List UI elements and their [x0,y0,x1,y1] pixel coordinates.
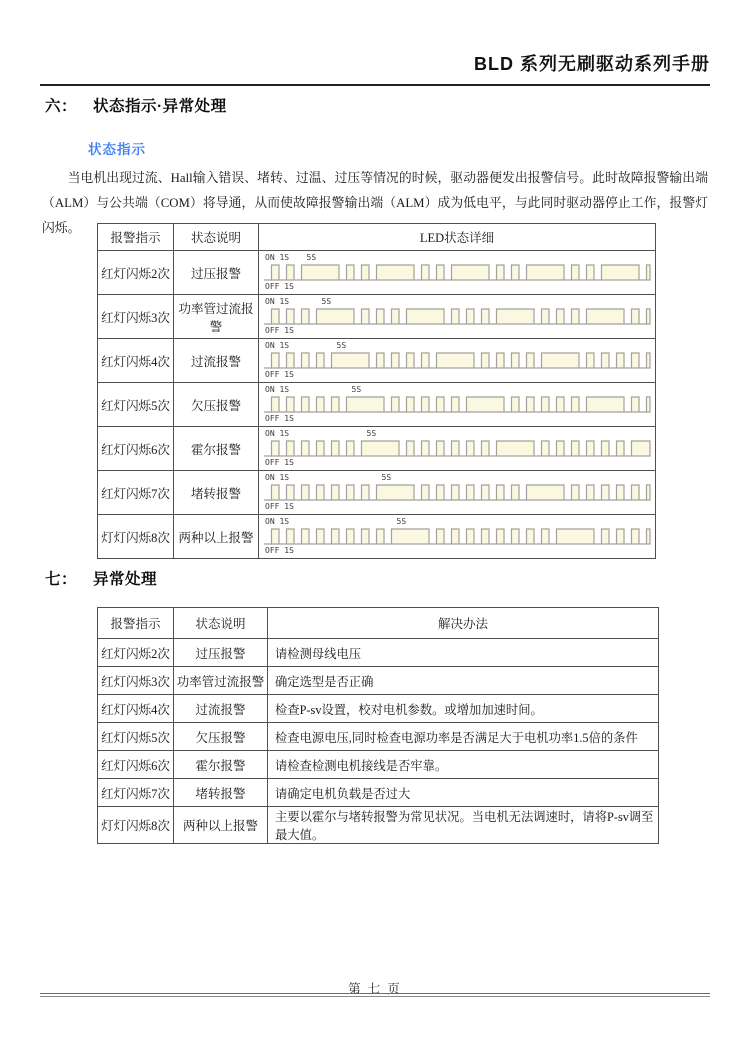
solution-cell: 检查P-sv设置，校对电机参数。或增加加速时间。 [268,695,659,723]
wave-pause-label: 5S [366,429,377,438]
troubleshooting-table-wrap [97,607,659,844]
intro-paragraph: 当电机出现过流、Hall输入错误、堵转、过温、过压等情况的时候，驱动器便发出报警信号。此时故障报警输出端（ALM）与公共端（COM）将导通，从而使故障报警输出端（ALM）成为低电平，与此同时驱动器停止工作，报警灯闪烁。 [42,171,708,235]
led-waveform-cell [259,383,656,427]
led-table-row [98,251,656,295]
led-table-header-row [98,224,656,251]
led-waveform-graphic [264,350,651,371]
led-table-row [98,295,656,339]
wave-pause-label: 5S [336,341,347,350]
alarm-indicator-cell: 红灯闪烁3次 [98,295,174,339]
wave-on-label: ON 1S [265,341,290,350]
troubleshooting-col-header: 报警指示 [98,608,174,639]
alarm-status-cell: 过压报警 [174,639,268,667]
wave-on-label: ON 1S [265,429,290,438]
led-waveform-cell [259,251,656,295]
section-6-heading [45,94,227,116]
alarm-indicator-cell: 红灯闪烁7次 [98,471,174,515]
alarm-indicator-cell: 灯灯闪烁8次 [98,515,174,559]
alarm-status-cell: 欠压报警 [174,383,259,427]
wave-on-label: ON 1S [265,297,290,306]
alarm-indicator-cell: 红灯闪烁4次 [98,695,174,723]
alarm-indicator-cell: 红灯闪烁7次 [98,779,174,807]
wave-pause-label: 5S [396,517,407,526]
solution-cell: 请检查检测电机接线是否牢靠。 [268,751,659,779]
alarm-indicator-cell: 红灯闪烁4次 [98,339,174,383]
alarm-indicator-cell: 红灯闪烁3次 [98,667,174,695]
alarm-indicator-cell: 红灯闪烁2次 [98,639,174,667]
wave-off-label: OFF 1S [265,370,294,379]
wave-off-label: OFF 1S [265,326,294,335]
section-7-heading [45,567,157,589]
alarm-indicator-cell: 灯灯闪烁8次 [98,807,174,844]
led-status-table [97,223,656,559]
alarm-status-cell: 过流报警 [174,339,259,383]
wave-off-label: OFF 1S [265,414,294,423]
led-table-row [98,339,656,383]
wave-off-label: OFF 1S [265,282,294,291]
alarm-indicator-cell: 红灯闪烁2次 [98,251,174,295]
led-waveform-cell [259,515,656,559]
section-6-number: 六： [45,98,78,115]
document-title: BLD 系列无刷驱动系列手册 [474,54,710,74]
led-table-row [98,427,656,471]
led-waveform-graphic [264,306,651,327]
section-7-title: 异常处理 [93,571,158,588]
wave-pause-label: 5S [351,385,362,394]
header-rule [40,84,710,86]
troubleshooting-row [98,723,659,751]
led-waveform-graphic [264,526,651,547]
led-waveform-graphic [264,438,651,459]
solution-cell: 主要以霍尔与堵转报警为常见状况。当电机无法调速时，请将P-sv调至最大值。 [268,807,659,844]
section-7-number: 七： [45,571,78,588]
wave-on-label: ON 1S [265,517,290,526]
led-table-col-header: 状态说明 [174,224,259,251]
led-waveform-graphic [264,262,651,283]
led-waveform-graphic [264,394,651,415]
wave-on-label: ON 1S [265,253,290,262]
wave-off-label: OFF 1S [265,546,294,555]
alarm-status-cell: 过流报警 [174,695,268,723]
troubleshooting-col-header: 解决办法 [268,608,659,639]
troubleshooting-row [98,751,659,779]
alarm-indicator-cell: 红灯闪烁6次 [98,751,174,779]
alarm-status-cell: 欠压报警 [174,723,268,751]
led-waveform-cell [259,471,656,515]
alarm-status-cell: 功率管过流报警 [174,295,259,339]
troubleshooting-row [98,779,659,807]
wave-on-label: ON 1S [265,385,290,394]
led-waveform-cell [259,339,656,383]
footer-rule [40,993,710,997]
alarm-status-cell: 堵转报警 [174,471,259,515]
troubleshooting-row [98,639,659,667]
wave-pause-label: 5S [381,473,392,482]
solution-cell: 确定选型是否正确 [268,667,659,695]
page-number: 第 七 页 [348,982,402,996]
wave-on-label: ON 1S [265,473,290,482]
led-waveform-graphic [264,482,651,503]
solution-cell: 检查电源电压,同时检查电源功率是否满足大于电机功率1.5倍的条件 [268,723,659,751]
status-indication-subheading: 状态指示 [88,142,146,157]
led-waveform-cell [259,295,656,339]
troubleshooting-row [98,667,659,695]
wave-pause-label: 5S [321,297,332,306]
troubleshooting-row [98,807,659,844]
alarm-status-cell: 霍尔报警 [174,427,259,471]
alarm-indicator-cell: 红灯闪烁5次 [98,723,174,751]
solution-cell: 请检测母线电压 [268,639,659,667]
solution-cell: 请确定电机负载是否过大 [268,779,659,807]
wave-off-label: OFF 1S [265,502,294,511]
wave-pause-label: 5S [306,253,317,262]
section-6-title: 状态指示·异常处理 [93,98,227,115]
led-table-row [98,383,656,427]
led-table-row [98,471,656,515]
alarm-status-cell: 功率管过流报警 [174,667,268,695]
troubleshooting-col-header: 状态说明 [174,608,268,639]
led-status-table-wrap [97,223,656,559]
troubleshooting-header-row [98,608,659,639]
led-waveform-cell [259,427,656,471]
alarm-indicator-cell: 红灯闪烁6次 [98,427,174,471]
led-table-col-header: 报警指示 [98,224,174,251]
alarm-status-cell: 两种以上报警 [174,515,259,559]
troubleshooting-table [97,607,659,844]
alarm-indicator-cell: 红灯闪烁5次 [98,383,174,427]
wave-off-label: OFF 1S [265,458,294,467]
alarm-status-cell: 堵转报警 [174,779,268,807]
led-table-col-header: LED状态详细 [259,224,656,251]
troubleshooting-row [98,695,659,723]
alarm-status-cell: 两种以上报警 [174,807,268,844]
alarm-status-cell: 过压报警 [174,251,259,295]
alarm-status-cell: 霍尔报警 [174,751,268,779]
led-table-row [98,515,656,559]
